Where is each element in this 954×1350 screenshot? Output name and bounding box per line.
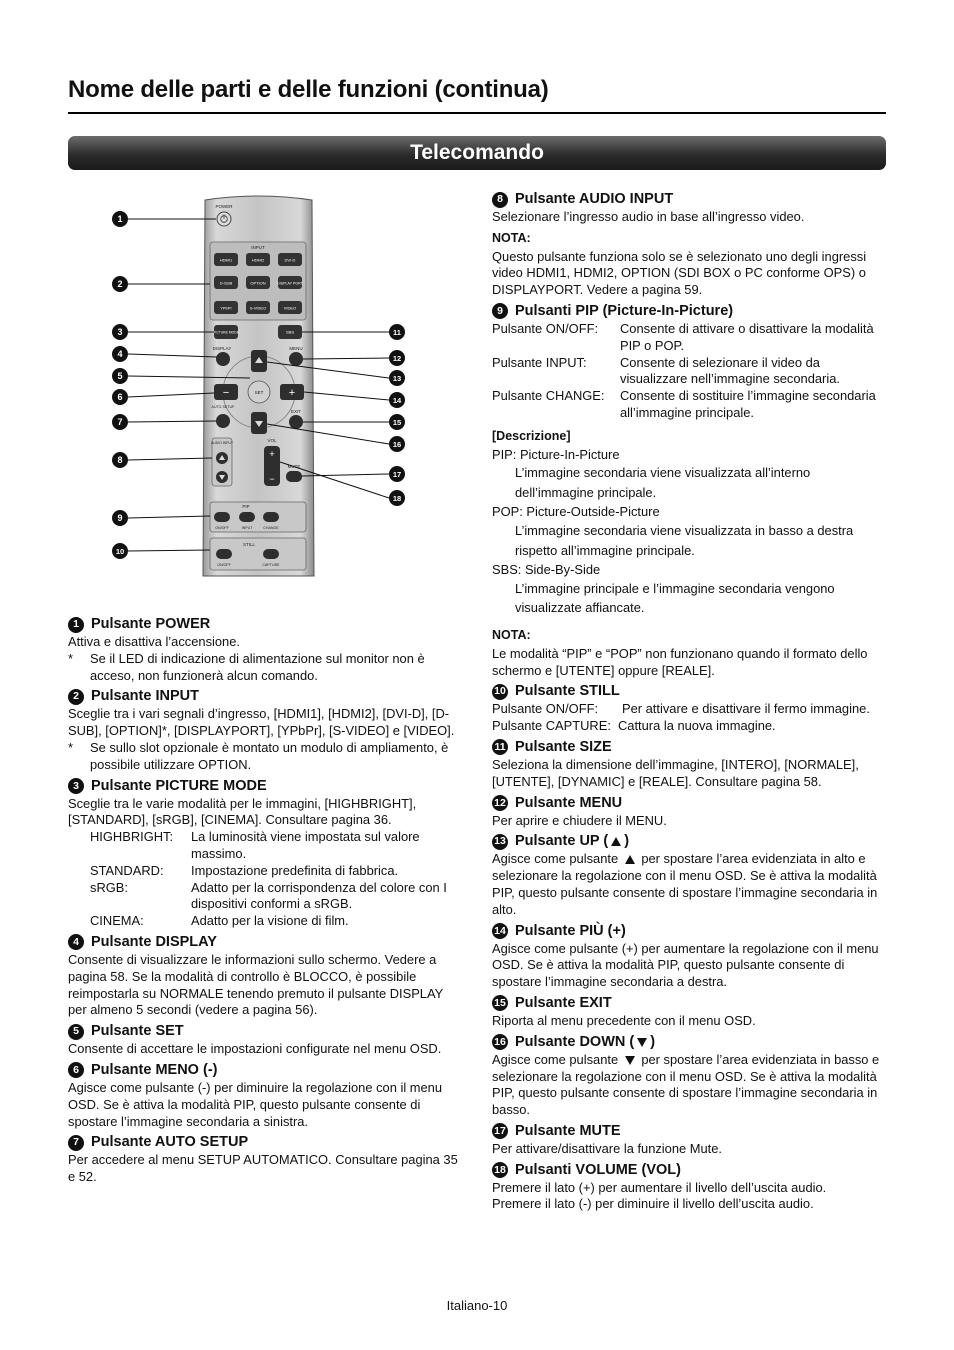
item-exit <box>492 994 886 1030</box>
item-title: Pulsante DISPLAY <box>91 933 217 950</box>
def-key: HIGHBRIGHT: <box>90 829 174 845</box>
def-value: Consente di sostituire l’immagine secondaria all’immagine principale. <box>620 388 876 420</box>
remote-pip-change-button <box>263 512 279 522</box>
item-minus <box>68 1061 460 1130</box>
desc-term: SBS: Side-By-Side <box>492 562 601 578</box>
item-title: Pulsante INPUT <box>91 688 199 705</box>
def-key: STANDARD: <box>90 862 164 878</box>
remote-auto-setup-button <box>216 414 230 428</box>
item-text: Premere il lato (-) per diminuire il livello dell’uscita audio. <box>492 1196 814 1212</box>
callout-number: 14 <box>392 396 402 405</box>
callout-numbers-right <box>389 324 405 506</box>
remote-input-btn-label: DISPLAY PORT <box>277 281 303 286</box>
callout-number: 18 <box>392 494 402 503</box>
down-triangle-icon <box>625 1056 635 1065</box>
item-number: 3 <box>68 778 84 794</box>
item-title: Pulsante SIZE <box>515 738 612 755</box>
item-title: Pulsanti PIP (Picture-In-Picture) <box>515 302 734 319</box>
item-number: 7 <box>68 1135 84 1151</box>
left-column <box>68 612 460 1189</box>
item-title: Pulsante AUTO SETUP <box>91 1134 249 1151</box>
remote-input-btn-label: HDMI2 <box>251 257 265 263</box>
remote-pip-input-button <box>239 512 255 522</box>
item-number: 16 <box>492 1034 508 1050</box>
item-text: Per aprire e chiudere il MENU. <box>492 812 667 828</box>
item-power <box>68 615 460 684</box>
item-number: 2 <box>68 689 84 705</box>
remote-exit-label: EXIT <box>290 409 302 414</box>
item-number: 11 <box>492 739 508 755</box>
item-title: Pulsante EXIT <box>515 994 612 1011</box>
def-key: Pulsante INPUT: <box>492 354 587 370</box>
remote-auto-setup-label: AUTO SETUP <box>211 405 235 409</box>
item-text <box>492 851 886 918</box>
item-note: Se il LED di indicazione di alimentazione sul monitor non è acceso, non funzionerà alcun comando. <box>90 650 425 683</box>
note-mark: * <box>68 739 74 755</box>
remote-still-btn-label: CAPTURE <box>262 563 280 567</box>
item-display <box>68 933 460 1019</box>
item-text: Agisce come pulsante (+) per aumentare la regolazione con il menu OSD. Se è attiva la modalità PIP, questo pulsante consente di spostare l’immagine secondaria a destra. <box>492 940 879 990</box>
description-label: [Descrizione] <box>492 428 571 443</box>
note-mark: * <box>68 650 74 666</box>
item-number: 4 <box>68 934 84 950</box>
item-title: Pulsante MENU <box>515 794 623 811</box>
item-number: 1 <box>68 617 84 633</box>
def-key: Pulsante ON/OFF: <box>492 320 599 336</box>
item-title: Pulsante DOWN ( <box>515 1033 635 1050</box>
item-number: 17 <box>492 1123 508 1139</box>
item-title: Pulsante SET <box>91 1023 184 1040</box>
def-value: Consente di selezionare il video da visualizzare nell’immagine secondaria. <box>620 354 840 387</box>
def-key: Pulsante CAPTURE: <box>492 718 611 734</box>
item-number: 8 <box>492 192 508 208</box>
item-text: Per accedere al menu SETUP AUTOMATICO. Consultare pagina 35 e 52. <box>68 1152 458 1185</box>
down-triangle-icon <box>637 1038 647 1047</box>
callout-number: 10 <box>115 547 125 556</box>
item-up <box>492 832 886 918</box>
callout-number: 9 <box>117 513 123 523</box>
item-title: Pulsante AUDIO INPUT <box>515 191 674 207</box>
callout-number: 5 <box>117 371 123 381</box>
callout-number: 12 <box>392 354 402 363</box>
item-title: Pulsante POWER <box>91 616 211 632</box>
remote-menu-button <box>289 352 303 366</box>
item-number: 6 <box>68 1062 84 1078</box>
item-set <box>68 1022 460 1058</box>
item-number: 10 <box>492 684 508 700</box>
item-mute <box>492 1122 886 1158</box>
item-text: Sceglie tra i vari segnali d’ingresso, [HDMI1], [HDMI2], [DVI-D], [D-SUB], [OPTION]*, [DISPLAYPORT], [YPbPr], [S-VIDEO] e [VIDEO]. <box>68 706 455 739</box>
right-column <box>492 190 886 1216</box>
remote-pip-btn-label: INPUT <box>241 526 253 530</box>
remote-pip-btn-label: CHANGE <box>263 526 279 530</box>
def-key: sRGB: <box>90 879 128 895</box>
item-number: 14 <box>492 923 508 939</box>
callout-number: 1 <box>117 214 123 224</box>
item-number: 12 <box>492 795 508 811</box>
item-text-part: per spostare l’area evidenziata in alto e selezionare la regolazione con il menu OSD. Se è attiva la modalità PIP, questo pulsante consente di spostare l’immagine secondaria in alto. <box>492 851 878 917</box>
item-title: Pulsante MENO (-) <box>91 1061 218 1078</box>
desc-text: L’immagine principale e l’immagine secondaria vengono visualizzate affiancate. <box>515 580 835 616</box>
remote-display-button <box>216 352 230 366</box>
item-text <box>492 1052 886 1119</box>
remote-pip-onoff-button <box>214 512 230 522</box>
def-value: Adatto per la visione di film. <box>191 913 349 929</box>
callout-number: 6 <box>117 392 123 402</box>
item-menu <box>492 794 886 830</box>
callout-number: 4 <box>117 349 123 359</box>
callout-number: 11 <box>393 328 401 337</box>
item-audio-input <box>492 190 886 299</box>
nota-label: NOTA: <box>492 230 531 245</box>
remote-input-btn-label: HDMI1 <box>219 257 233 263</box>
remote-mute-label: MUTE <box>287 464 301 469</box>
nota-label: NOTA: <box>492 627 531 642</box>
desc-text: L’immagine secondaria viene visualizzata in basso a destra rispetto all’immagine principale. <box>515 523 854 558</box>
item-title: Pulsante STILL <box>515 683 620 700</box>
remote-power-label: POWER <box>215 204 233 209</box>
item-number: 15 <box>492 995 508 1011</box>
remote-control-illustration <box>110 192 410 578</box>
callout-number: 16 <box>392 440 402 449</box>
remote-minus-label: − <box>222 387 230 399</box>
item-text: Premere il lato (+) per aumentare il livello dell’uscita audio. <box>492 1179 827 1195</box>
item-title: Pulsante PIÙ (+) <box>515 922 626 939</box>
item-text-part: per spostare l’area evidenziata in basso e selezionare la regolazione con il menu OSD. Se è attiva la modalità PIP, questo pulsante consente di spostare l’immagine secondaria in basso. <box>492 1051 880 1118</box>
remote-input-btn-label: DVI-D <box>284 257 296 263</box>
up-triangle-icon <box>611 837 621 846</box>
item-title-end: ) <box>624 833 630 850</box>
def-value: Per attivare e disattivare il fermo immagine. <box>622 701 870 717</box>
item-text: Per attivare/disattivare la funzione Mute. <box>492 1140 722 1156</box>
remote-display-label: DISPLAY <box>212 346 232 351</box>
remote-input-label: INPUT <box>251 245 265 250</box>
item-volume <box>492 1161 886 1214</box>
item-title: Pulsante MUTE <box>515 1122 621 1139</box>
page-title: Nome delle parti e delle funzioni (continua) <box>68 76 549 103</box>
callout-number: 3 <box>117 327 123 337</box>
remote-audio-input-label: AUDIO INPUT <box>211 441 233 445</box>
def-key: CINEMA: <box>90 913 144 929</box>
remote-pip-label: PIP <box>242 504 250 509</box>
item-text-part: Agisce come pulsante <box>492 851 619 867</box>
remote-pip-btn-label: ON/OFF <box>215 526 229 530</box>
item-text: Consente di visualizzare le informazioni sullo schermo. Vedere a pagina 58. Se la modalità di controllo è BLOCCO, è possibile reimpostarla su NORMALE tenendo premuto il pulsante DISPLAY per almeno 5 secondi (vedere a pagina 56). <box>68 951 443 1018</box>
item-plus <box>492 922 886 991</box>
item-title: Pulsante PICTURE MODE <box>91 777 267 794</box>
def-value: Adatto per la corrispondenza del colore con I dispositivi conformi a sRGB. <box>191 879 447 912</box>
remote-set-label: SET <box>254 390 264 395</box>
def-value: Cattura la nuova immagine. <box>618 718 776 734</box>
item-title-end: ) <box>650 1033 656 1050</box>
item-pip <box>492 302 886 679</box>
def-value: Consente di attivare o disattivare la modalità PIP o POP. <box>620 320 874 353</box>
item-note: Se sullo slot opzionale è montato un modulo di ampliamento, è possibile utilizzare OPTION. <box>90 739 449 772</box>
remote-exit-button <box>289 415 303 429</box>
section-banner: Telecomando <box>68 136 886 170</box>
item-down <box>492 1033 886 1119</box>
remote-mute-button <box>286 471 302 482</box>
remote-vol-minus-label: − <box>269 474 275 484</box>
remote-sbs-label: SBS <box>285 329 295 335</box>
remote-still-label: STILL <box>242 542 256 547</box>
item-picture-mode <box>68 777 460 930</box>
callout-number: 8 <box>117 455 123 465</box>
remote-picture-mode-label: PICTURE MODE <box>213 330 239 335</box>
desc-term: PIP: Picture-In-Picture <box>492 446 620 462</box>
page-number: Italiano-10 <box>446 1298 508 1313</box>
callout-number: 2 <box>117 279 123 289</box>
item-text: Sceglie tra le varie modalità per le immagini, [HIGHBRIGHT], [STANDARD], [sRGB], [CINEMA]. Consultare pagina 36. <box>68 795 417 828</box>
title-divider <box>68 112 886 114</box>
def-value: La luminosità viene impostata sul valore massimo. <box>191 829 420 861</box>
item-text: Agisce come pulsante (-) per diminuire la regolazione con il menu OSD. Se è attiva la modalità PIP, questo pulsante consente di spostare l’immagine secondaria a sinistra. <box>68 1079 443 1129</box>
callout-number: 7 <box>117 417 123 427</box>
item-text: Attiva e disattiva l’accensione. <box>68 634 240 649</box>
remote-still-onoff-button <box>216 549 232 559</box>
remote-input-btn-label: YPbPr <box>220 305 232 311</box>
remote-still-capture-button <box>263 549 279 559</box>
remote-vol-label: VOL <box>267 438 277 443</box>
item-text: Selezionare l’ingresso audio in base all’ingresso video. <box>492 209 805 224</box>
item-number: 9 <box>492 303 508 319</box>
remote-plus-label: + <box>288 387 296 399</box>
remote-input-btn-label: D-SUB <box>219 280 233 286</box>
item-title: Pulsante UP ( <box>515 833 609 850</box>
item-text-part: Agisce come pulsante <box>492 1051 619 1067</box>
item-auto-setup <box>68 1133 460 1186</box>
item-input <box>68 687 460 773</box>
nota-text: Questo pulsante funziona solo se è selezionato uno degli ingressi video HDMI1, HDMI2, OPTION (SDI BOX o PC conforme OPS) o DISPLAYPORT. Vedere a pagina 59. <box>492 248 867 298</box>
item-number: 18 <box>492 1162 508 1178</box>
item-title: Pulsanti VOLUME (VOL) <box>515 1161 681 1178</box>
item-size <box>492 738 886 791</box>
up-triangle-icon <box>625 855 635 864</box>
item-number: 13 <box>492 834 508 850</box>
item-number: 5 <box>68 1024 84 1040</box>
callout-number: 15 <box>392 418 402 427</box>
nota-text: Le modalità “PIP” e “POP” non funzionano quando il formato dello schermo e [UTENTE] oppure [REALE]. <box>492 645 868 678</box>
remote-still-btn-label: ON/OFF <box>217 563 231 567</box>
remote-menu-label: MENU <box>289 346 303 351</box>
callout-number: 13 <box>392 374 402 383</box>
desc-text: L’immagine secondaria viene visualizzata all’interno dell’immagine principale. <box>515 465 811 500</box>
item-text: Seleziona la dimensione dell’immagine, [INTERO], [NORMALE], [UTENTE], [DYNAMIC] e [REALE]. Consultare pagina 58. <box>492 756 859 789</box>
callout-number: 17 <box>392 470 402 479</box>
desc-term: POP: Picture-Outside-Picture <box>492 504 660 520</box>
item-text: Consente di accettare le impostazioni configurate nel menu OSD. <box>68 1041 442 1057</box>
remote-vol-plus-label: + <box>269 449 275 459</box>
item-text: Riporta al menu precedente con il menu OSD. <box>492 1012 756 1028</box>
remote-input-buttons <box>214 253 304 314</box>
item-still <box>492 682 886 735</box>
callout-numbers-left <box>112 211 128 559</box>
remote-input-btn-label: S-VIDEO <box>249 305 267 311</box>
def-key: Pulsante CHANGE: <box>492 388 605 404</box>
remote-input-btn-label: OPTION <box>250 280 266 286</box>
remote-input-btn-label: VIDEO <box>283 305 297 311</box>
def-value: Impostazione predefinita di fabbrica. <box>191 862 399 878</box>
def-key: Pulsante ON/OFF: <box>492 701 599 717</box>
